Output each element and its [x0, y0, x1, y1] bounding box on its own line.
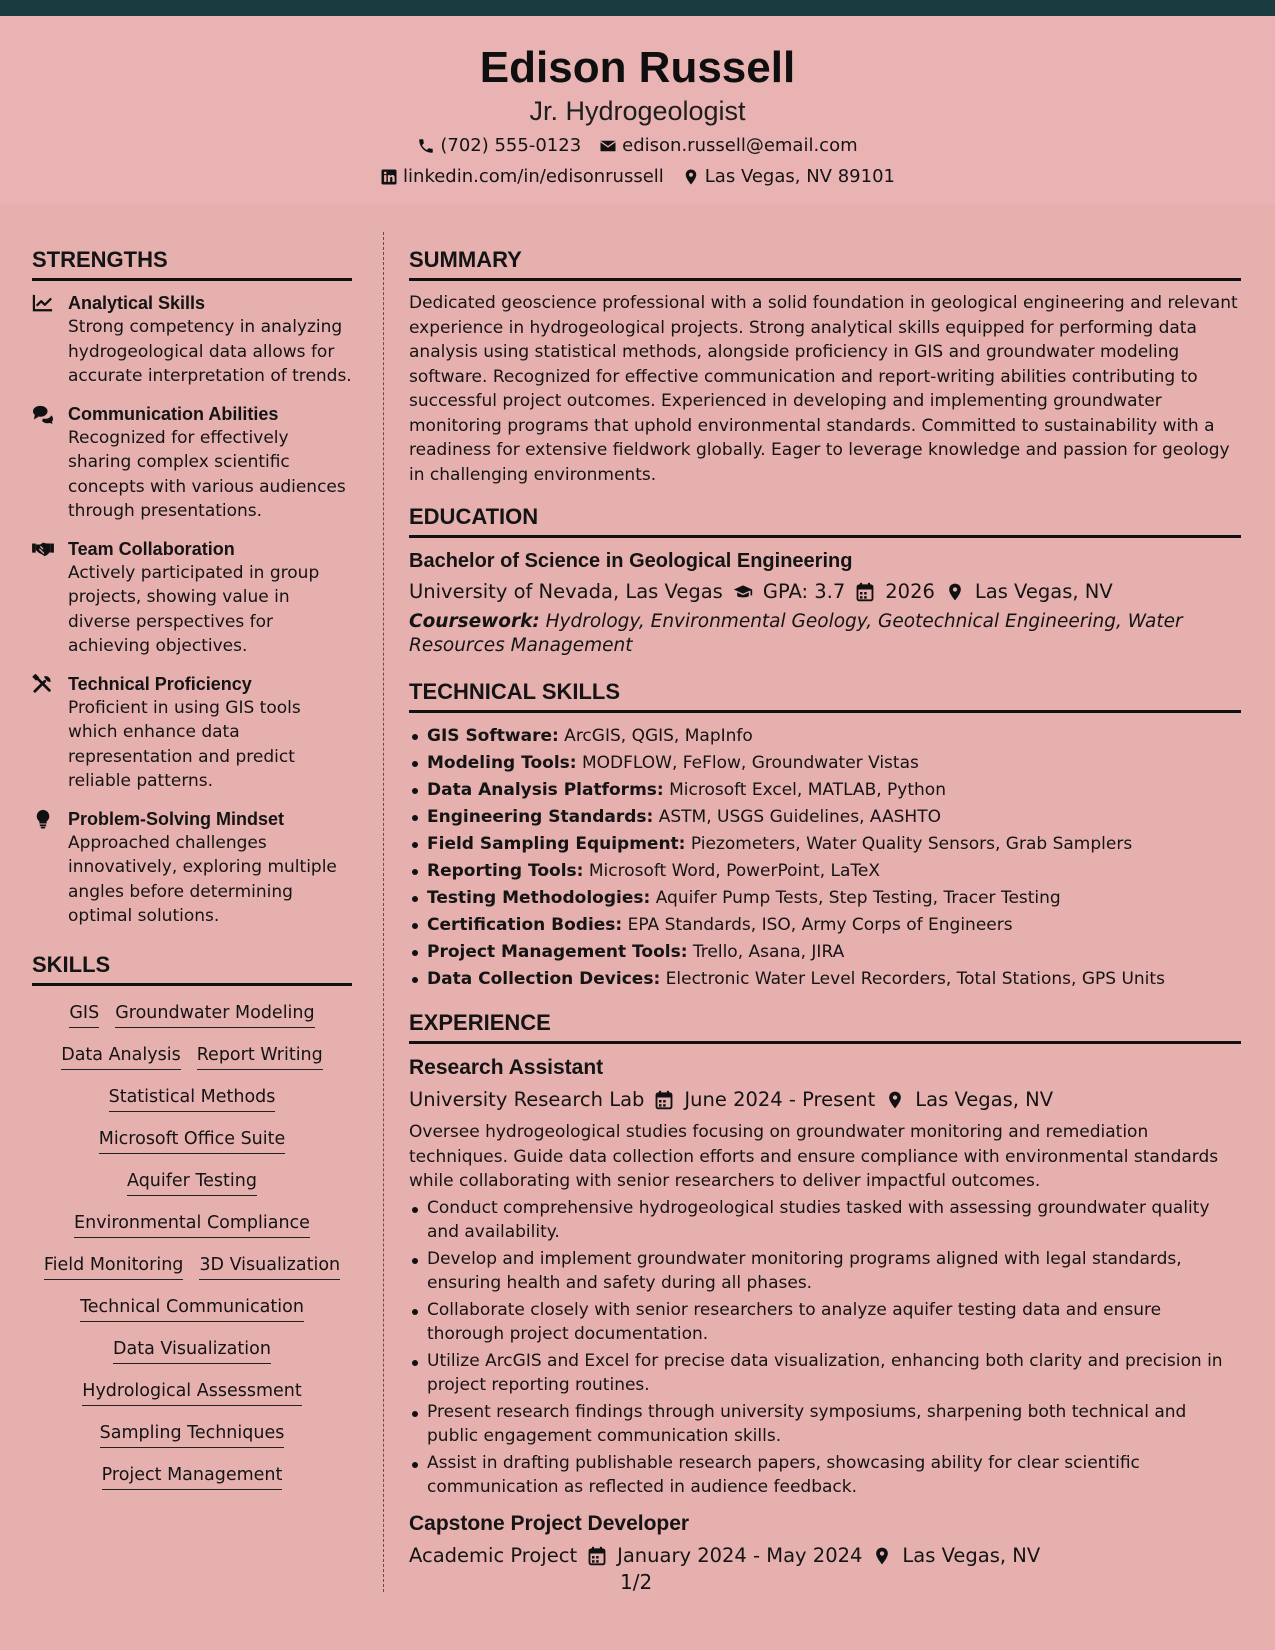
tech-skill-value: EPA Standards, ISO, Army Corps of Engineers [622, 915, 1013, 935]
technical-skills-heading: TECHNICAL SKILLS [409, 678, 1241, 713]
education-year: 2026 [885, 580, 935, 603]
strength-item [32, 807, 352, 929]
email-text: edison.russell@email.com [622, 135, 858, 156]
job-bullets [409, 1196, 1241, 1500]
summary-text: Dedicated geoscience professional with a solid foundation in geological engineering and relevant experience in hydrogeological projects. Strong analytical skills equipped for performing data analysis using statistical methods, alongside proficiency in GIS and groundwater modeling software. Recognized for effective communication and report-writing abilities contributing to successful project outcomes. Experienced in developing and implementing groundwater monitoring programs that uphold environmental standards. Committed to sustainability with a readiness for extensive fieldwork globally. Eager to leverage knowledge and passion for geology in challenging environments. [409, 293, 1238, 485]
coursework-list: Hydrology, Environmental Geology, Geotechnical Engineering, Water Resources Management [409, 611, 1183, 656]
tech-skill-label: Testing Methodologies: [427, 888, 651, 908]
lightbulb-icon [32, 809, 54, 829]
calendar-icon [587, 1546, 607, 1566]
linkedin-icon [380, 168, 398, 186]
list-item: Collaborate closely with senior researchers to analyze aquifer testing data and ensure thorough project documentation. [409, 1298, 1241, 1347]
experience-heading: EXPERIENCE [409, 1009, 1241, 1044]
strength-desc: Strong competency in analyzing hydrogeological data allows for accurate interpretation of trends. [68, 317, 352, 386]
strength-item [32, 402, 352, 524]
job-meta [409, 1542, 1241, 1570]
list-item: Present research findings through university symposiums, sharpening both technical and public engagement communication skills. [409, 1400, 1241, 1449]
strength-title: Communication Abilities [68, 403, 279, 424]
job-summary: Oversee hydrogeological studies focusing on groundwater monitoring and remediation techniques. Guide data collection efforts and ensure compliance with environmental standards while collaborating with senior researchers to deliver impactful outcomes. [409, 1122, 1219, 1191]
strength-title: Analytical Skills [68, 293, 206, 313]
job-dates: June 2024 - Present [684, 1088, 876, 1111]
graduation-cap-icon [733, 582, 753, 602]
tools-icon [32, 674, 54, 694]
tech-skill-label: Modeling Tools: [427, 753, 577, 773]
skill-tag: 3D Visualization [199, 1254, 340, 1280]
resume-header [0, 16, 1275, 204]
tech-skill-label: Certification Bodies: [427, 915, 623, 935]
left-column [32, 246, 352, 1490]
phone-contact[interactable] [417, 135, 581, 157]
education-coursework [409, 610, 1241, 658]
education-location: Las Vegas, NV [974, 580, 1113, 603]
list-item [409, 885, 1241, 912]
strength-item [32, 291, 352, 389]
skills-heading: SKILLS [32, 951, 352, 986]
contact-row-2 [0, 166, 1275, 188]
tech-skill-label: Data Analysis Platforms: [427, 780, 664, 800]
strength-desc: Approached challenges innovatively, exploring multiple angles before determining optimal solutions. [68, 832, 337, 926]
education-heading: EDUCATION [409, 503, 1241, 538]
strength-desc: Actively participated in group projects, showing value in diverse perspectives for achieving objectives. [68, 562, 320, 656]
education-gpa: GPA: 3.7 [762, 580, 846, 603]
list-item: Conduct comprehensive hydrogeological studies tasked with assessing groundwater quality and availability. [409, 1196, 1241, 1245]
tech-skill-label: GIS Software: [427, 726, 559, 746]
strength-desc: Recognized for effectively sharing complex scientific concepts with various audiences through presentations. [68, 427, 346, 521]
tech-skill-label: Data Collection Devices: [427, 969, 661, 989]
job-org: Academic Project [409, 1543, 578, 1567]
summary-heading: SUMMARY [409, 246, 1241, 281]
tech-skill-label: Reporting Tools: [427, 861, 584, 881]
skill-tag: Environmental Compliance [74, 1212, 310, 1238]
strength-title: Problem-Solving Mindset [68, 808, 285, 829]
strength-title: Technical Proficiency [68, 673, 252, 694]
list-item [409, 858, 1241, 885]
education-school: University of Nevada, Las Vegas [409, 580, 723, 603]
strength-desc: Proficient in using GIS tools which enhance data representation and predict reliable patterns. [68, 697, 301, 791]
list-item: Utilize ArcGIS and Excel for precise data visualization, enhancing both clarity and precision in project reporting routines. [409, 1349, 1241, 1398]
skill-tag: Microsoft Office Suite [99, 1128, 286, 1154]
list-item [409, 831, 1241, 858]
skill-tag: Technical Communication [80, 1296, 304, 1322]
map-pin-icon [885, 1090, 905, 1110]
location-text: Las Vegas, NV 89101 [704, 166, 895, 187]
education-degree: Bachelor of Science in Geological Engineering [409, 550, 853, 572]
list-item [409, 777, 1241, 804]
skill-tag: Statistical Methods [109, 1086, 276, 1112]
calendar-icon [654, 1090, 674, 1110]
list-item [409, 750, 1241, 777]
candidate-title: Jr. Hydrogeologist [529, 96, 746, 126]
list-item: Assist in drafting publishable research papers, showcasing ability for clear scientific communication as reflected in audience feedback. [409, 1451, 1241, 1500]
map-pin-icon [945, 582, 965, 602]
strengths-heading: STRENGTHS [32, 246, 352, 281]
skills-list [32, 996, 352, 1490]
tech-skill-value: ASTM, USGS Guidelines, AASHTO [653, 807, 941, 827]
skill-tag: Data Visualization [113, 1338, 271, 1364]
skill-tag: Aquifer Testing [127, 1170, 257, 1196]
phone-text: (702) 555-0123 [440, 135, 582, 156]
handshake-icon [32, 539, 54, 559]
tech-skill-label: Project Management Tools: [427, 942, 688, 962]
email-contact[interactable] [599, 135, 857, 157]
job-dates: January 2024 - May 2024 [617, 1543, 863, 1567]
location-contact [682, 166, 895, 188]
skill-tag: Data Analysis [61, 1044, 180, 1070]
linkedin-contact[interactable] [380, 166, 664, 188]
tech-skill-label: Engineering Standards: [427, 807, 654, 827]
job-meta [409, 1086, 1241, 1114]
tech-skill-value: Microsoft Excel, MATLAB, Python [663, 780, 946, 800]
linkedin-text: linkedin.com/in/edisonrussell [403, 166, 664, 187]
chart-line-icon [32, 293, 54, 313]
tech-skill-value: Aquifer Pump Tests, Step Testing, Tracer Testing [650, 888, 1061, 908]
candidate-name: Edison Russell [479, 43, 796, 92]
skill-tag: GIS [69, 1002, 99, 1028]
list-item [409, 912, 1241, 939]
tech-skill-value: Microsoft Word, PowerPoint, LaTeX [583, 861, 881, 881]
tech-skill-value: Piezometers, Water Quality Sensors, Grab Samplers [685, 834, 1133, 854]
skill-tag: Report Writing [197, 1044, 323, 1070]
strength-item [32, 537, 352, 659]
list-item [409, 939, 1241, 966]
contact-row-1 [0, 135, 1275, 157]
tech-skill-value: MODFLOW, FeFlow, Groundwater Vistas [576, 753, 919, 773]
tech-skill-label: Field Sampling Equipment: [427, 834, 686, 854]
job-org: University Research Lab [409, 1088, 645, 1111]
page-number: 1/2 [620, 1570, 653, 1594]
list-item [409, 804, 1241, 831]
skill-tag: Sampling Techniques [100, 1422, 285, 1448]
top-accent-bar [0, 0, 1275, 16]
column-divider [383, 232, 384, 1592]
comments-icon [32, 404, 54, 424]
envelope-icon [599, 137, 617, 155]
skill-tag: Groundwater Modeling [115, 1002, 314, 1028]
calendar-icon [855, 582, 875, 602]
strength-title: Team Collaboration [68, 538, 235, 559]
job-location: Las Vegas, NV [902, 1543, 1041, 1567]
tech-skill-value: ArcGIS, QGIS, MapInfo [558, 726, 753, 746]
technical-skills-list [409, 723, 1241, 993]
right-column [409, 246, 1241, 1570]
job-location: Las Vegas, NV [915, 1088, 1054, 1111]
list-item [409, 723, 1241, 750]
map-pin-icon [682, 168, 700, 186]
job-title: Research Assistant [409, 1056, 604, 1079]
map-pin-icon [872, 1546, 892, 1566]
job-title: Capstone Project Developer [409, 1511, 690, 1535]
tech-skill-value: Trello, Asana, JIRA [687, 942, 845, 962]
skill-tag: Project Management [102, 1464, 283, 1490]
skill-tag: Hydrological Assessment [82, 1380, 301, 1406]
coursework-label: Coursework: [409, 611, 540, 632]
skill-tag: Field Monitoring [44, 1254, 184, 1280]
education-meta [409, 578, 1241, 606]
list-item: Develop and implement groundwater monitoring programs aligned with legal standards, ensuring health and safety during all phases. [409, 1247, 1241, 1296]
strength-item [32, 672, 352, 794]
tech-skill-value: Electronic Water Level Recorders, Total Stations, GPS Units [660, 969, 1165, 989]
list-item [409, 966, 1241, 993]
phone-icon [417, 137, 435, 155]
